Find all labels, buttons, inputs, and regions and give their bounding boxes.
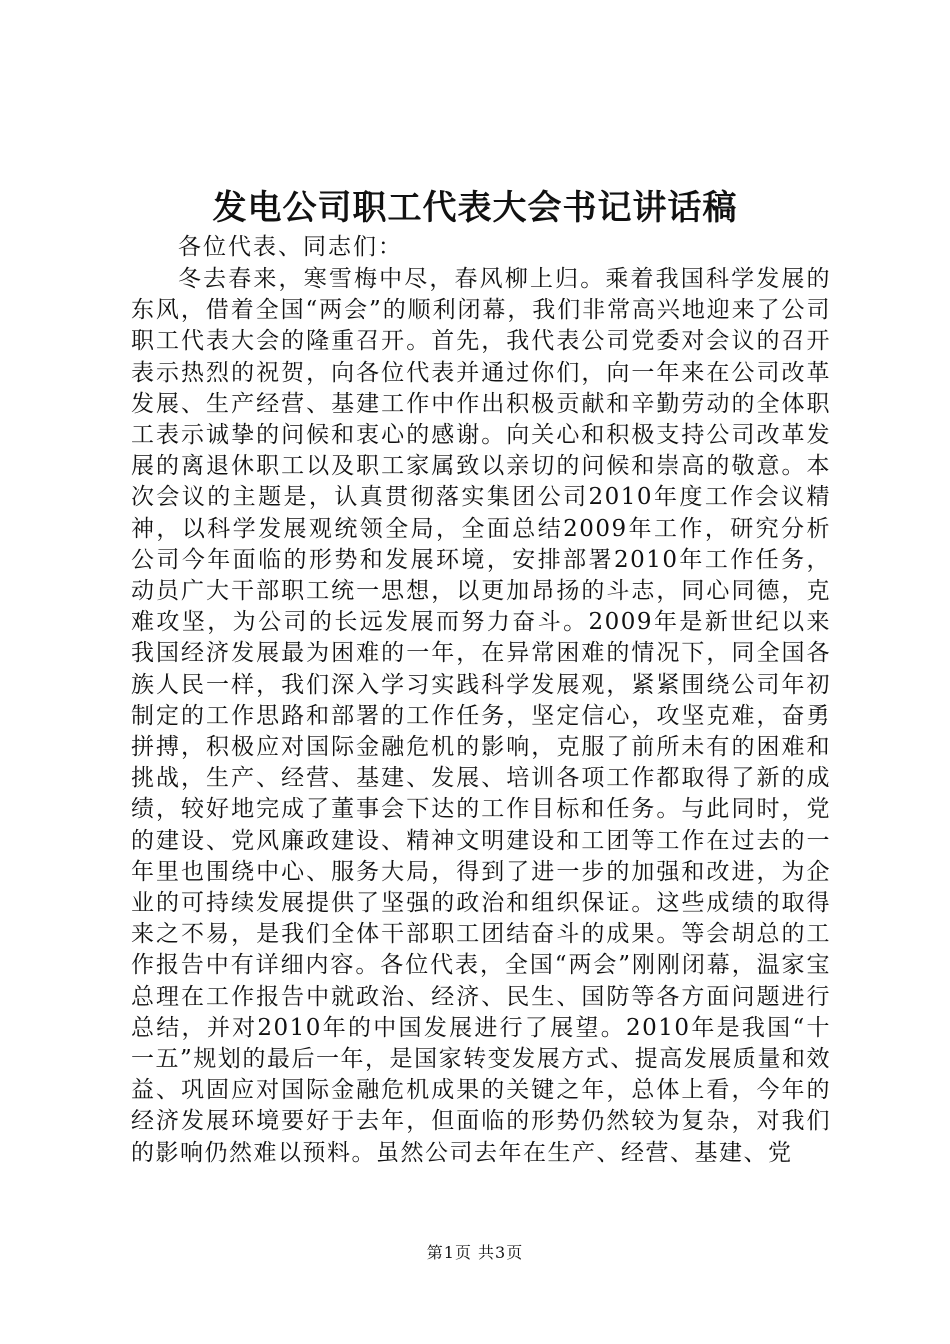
salutation: 各位代表、同志们： [178, 234, 403, 260]
body-paragraph: 冬去春来，寒雪梅中尽，春风柳上归。乘着我国科学发展的东风，借着全国“两会”的顺利闭幕，我们非常高兴地迎来了公司职工代表大会的隆重召开。首先，我代表公司党委对会议的召开表示热烈的祝贺，向各位代表并通过你们，向一年来在公司改革发展、生产经营、基建工作中作出积极贡献和辛勤劳动的全体职工表示诚挚的问候和衷心的感谢。向关心和积极支持公司改革发展的离退休职工以及职工家属致以亲切的问候和崇高的敬意。本次会议的主题是，认真贯彻落实集团公司2010年度工作会议精神，以科学发展观统领全局，全面总结2009年工作，研究分析公司今年面临的形势和发展环境，安排部署2010年工作任务，动员广大干部职工统一思想，以更加昂扬的斗志，同心同德，克难攻坚，为公司的长远发展而努力奋斗。2009年是新世纪以来我国经济发展最为困难的一年，在异常困难的情况下，同全国各族人民一样，我们深入学习实践科学发展观，紧紧围绕公司年初制定的工作思路和部署的工作任务，坚定信心，攻坚克难，奋勇拼搏，积极应对国际金融危机的影响，克服了前所未有的困难和挑战，生产、经营、基建、发展、培训各项工作都取得了新的成绩，较好地完成了董事会下达的工作目标和任务。与此同时，党的建设、党风廉政建设、精神文明建设和工团等工作在过去的一年里也围绕中心、服务大局，得到了进一步的加强和改进，为企业的可持续发展提供了坚强的政治和组织保证。这些成绩的取得来之不易，是我们全体干部职工团结奋斗的成果。等会胡总的工作报告中有详细内容。各位代表，全国“两会”刚刚闭幕，温家宝总理在工作报告中就政治、经济、民生、国防等各方面问题进行总结，并对2010年的中国发展进行了展望。2010年是我国“十一五”规划的最后一年，是国家转变发展方式、提高发展质量和效益、巩固应对国际金融危机成果的关键之年，总体上看，今年的经济发展环境要好于去年，但面临的形势仍然较为复杂，对我们的影响仍然难以预料。虽然公司去年在生产、经营、基建、党 [131, 266, 831, 1166]
page-number: 第1页 共3页 [426, 1243, 524, 1262]
document-title: 发电公司职工代表大会书记讲话稿 [212, 188, 738, 228]
